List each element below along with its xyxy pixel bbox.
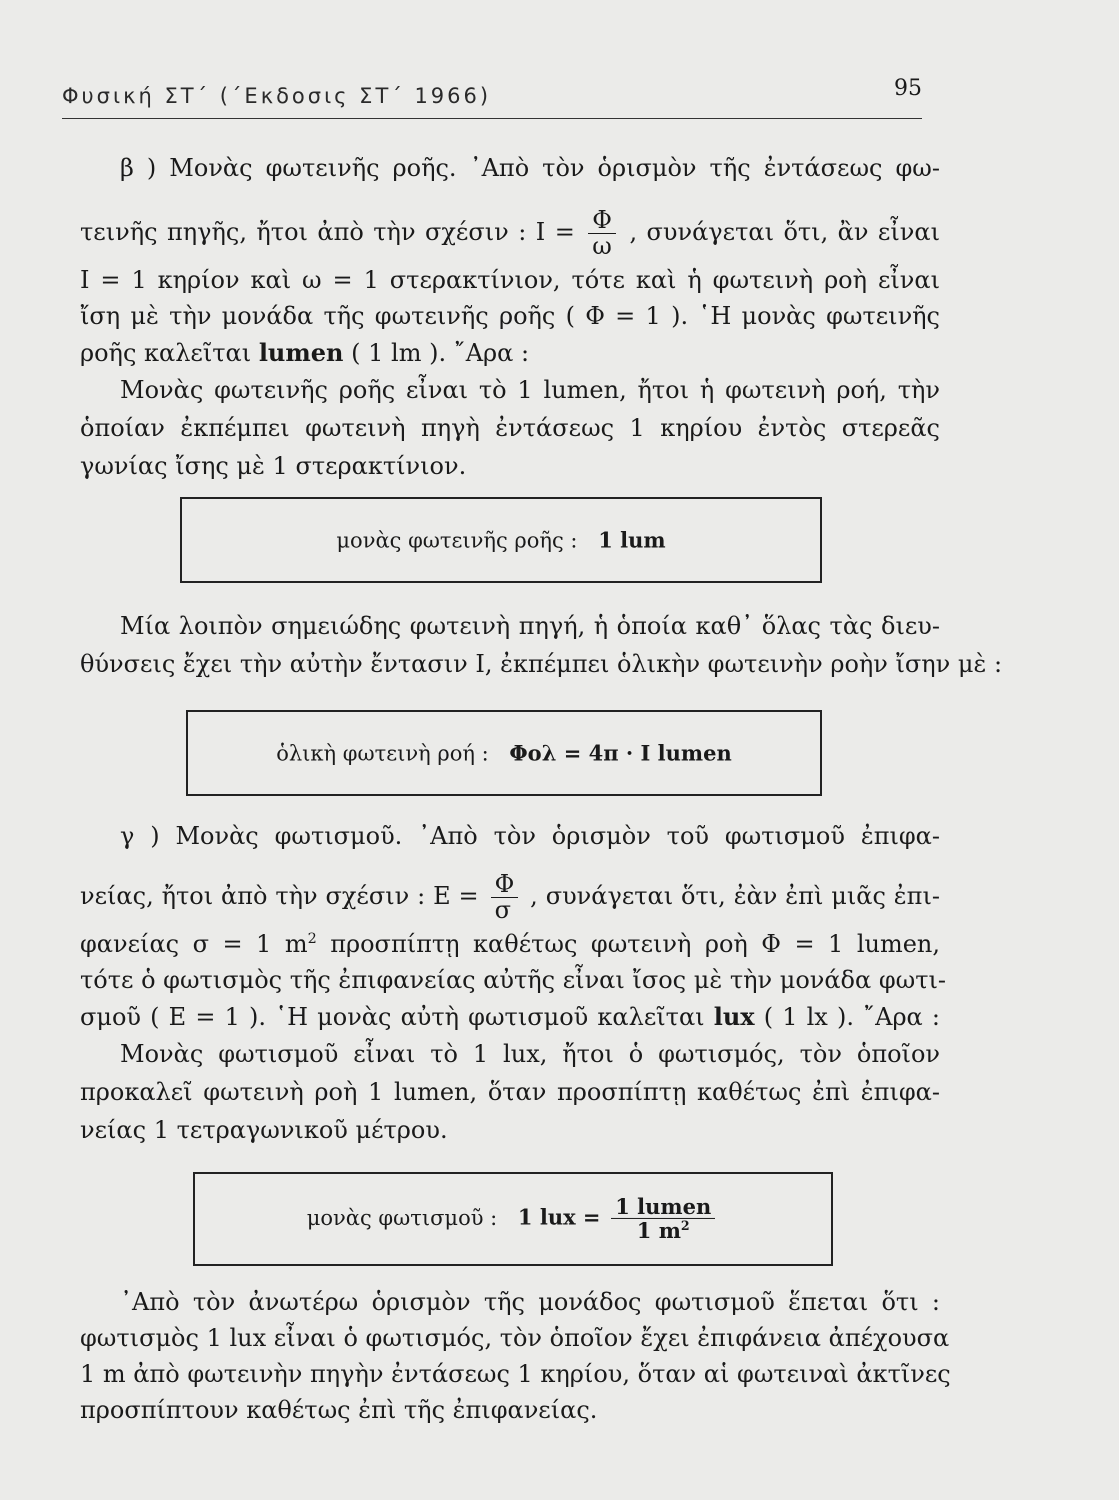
paragraph-line: τότε ὁ φωτισμὸς τῆς ἐπιφανείας αὐτῆς εἶναι ἴσος μὲ τὴν μονάδα φωτι- <box>80 966 947 994</box>
fraction-denominator: ω <box>588 233 616 259</box>
definition-line: νείας 1 τετραγωνικοῦ μέτρου. <box>80 1116 448 1144</box>
fraction <box>491 872 519 923</box>
text-segment: προσπίπτῃ καθέτως φωτεινὴ ροὴ Φ = 1 lumen, <box>316 930 940 958</box>
fraction <box>588 208 616 259</box>
definition-line: ὁποίαν ἐκπέμπει φωτεινὴ πηγὴ ἐντάσεως 1 κηρίου ἐντὸς στερεᾶς <box>80 414 940 442</box>
paragraph-line: προσπίπτουν καθέτως ἐπὶ τῆς ἐπιφανείας. <box>80 1396 598 1424</box>
text-segment: , συνάγεται ὅτι, ἂν εἶναι <box>629 218 940 247</box>
unit-term: lux <box>713 1002 755 1031</box>
den-base: 1 m <box>636 1218 681 1243</box>
fraction-denominator: σ <box>491 897 519 923</box>
page-number: 95 <box>894 76 922 101</box>
superscript: 2 <box>307 931 317 947</box>
text-segment: σμοῦ ( Ε = 1 ). ῾Η μονὰς αὐτὴ φωτισμοῦ καλεῖται <box>80 1003 705 1031</box>
definition-line: Μονὰς φωτισμοῦ εἶναι τὸ 1 lux, ἤτοι ὁ φωτισμός, τὸν ὁποῖον <box>120 1040 940 1068</box>
text-segment: φανείας σ = 1 m <box>80 930 308 958</box>
box-label: μονὰς φωτισμοῦ : <box>306 1205 498 1230</box>
text-segment: ( 1 lx ). ῎Αρα : <box>763 1003 940 1031</box>
paragraph-line: Ι = 1 κηρίον καὶ ω = 1 στερακτίνιον, τότε καὶ ἡ φωτεινὴ ροὴ εἶναι <box>80 266 940 294</box>
box-content <box>188 741 820 766</box>
text-segment: ( 1 lm ). ῎Αρα : <box>351 339 530 367</box>
box-value: 1 lum <box>598 527 666 553</box>
unit-term: lumen <box>258 338 344 367</box>
paragraph-line <box>80 930 940 958</box>
box-content <box>195 1193 831 1243</box>
paragraph-line-formula <box>80 872 940 923</box>
paragraph-line: φωτισμὸς 1 lux εἶναι ὁ φωτισμός, τὸν ὁποῖον ἔχει ἐπιφάνεια ἀπέχουσα <box>80 1324 950 1352</box>
box-content <box>182 528 820 553</box>
definition-line: προκαλεῖ φωτεινὴ ροὴ 1 lumen, ὅταν προσπίπτῃ καθέτως ἐπὶ ἐπιφα- <box>80 1078 940 1106</box>
paragraph-line: γ ) Μονὰς φωτισμοῦ. ᾿Απὸ τὸν ὁρισμὸν τοῦ φωτισμοῦ ἐπιφα- <box>120 822 940 850</box>
paragraph-line <box>80 338 529 367</box>
fraction-numerator: 1 lumen <box>615 1193 712 1219</box>
page-header <box>62 72 922 122</box>
text-segment: , συνάγεται ὅτι, ἐὰν ἐπὶ μιᾶς ἐπι- <box>530 882 940 911</box>
paragraph-line <box>80 1002 940 1031</box>
paragraph-line: 1 m ἀπὸ φωτεινὴν πηγὴν ἐντάσεως 1 κηρίου, ὅταν αἱ φωτειναὶ ἀκτῖνες <box>80 1360 951 1388</box>
definition-line: Μονὰς φωτεινῆς ροῆς εἶναι τὸ 1 lumen, ἤτοι ἡ φωτεινὴ ροή, τὴν <box>120 376 940 404</box>
definition-box-luminous-flux <box>180 497 822 583</box>
definition-line: γωνίας ἴσης μὲ 1 στερακτίνιον. <box>80 452 467 480</box>
running-title: Φυσική ΣΤ΄ (΄Εκδοσις ΣΤ΄ 1966) <box>62 84 492 108</box>
definition-box-illuminance <box>193 1172 833 1266</box>
unit-fraction <box>611 1193 715 1243</box>
paragraph-line-formula <box>80 208 940 259</box>
text-segment: τεινῆς πηγῆς, ἤτοι ἀπὸ τὴν σχέσιν : Ι = <box>80 218 575 247</box>
paragraph-line: θύνσεις ἔχει τὴν αὐτὴν ἔντασιν Ι, ἐκπέμπει ὁλικὴν φωτεινὴν ροὴν ἴσην μὲ : <box>80 650 1003 678</box>
text-segment: νείας, ἤτοι ἀπὸ τὴν σχέσιν : Ε = <box>80 882 479 911</box>
paragraph-line: ᾿Απὸ τὸν ἀνωτέρω ὁρισμὸν τῆς μονάδος φωτισμοῦ ἕπεται ὅτι : <box>120 1288 940 1316</box>
text-segment: ροῆς καλεῖται <box>80 339 252 367</box>
header-rule <box>62 118 922 119</box>
fraction-numerator: Φ <box>592 206 612 234</box>
fraction-numerator: Φ <box>494 870 515 898</box>
formula-box-total-flux <box>186 710 822 796</box>
box-value: Φολ = 4π · Ι lumen <box>509 740 732 766</box>
paragraph-line: Μία λοιπὸν σημειώδης φωτεινὴ πηγή, ἡ ὁποία καθ᾿ ὅλας τὰς διευ- <box>120 612 940 640</box>
paragraph-line: β ) Μονὰς φωτεινῆς ροῆς. ᾿Απὸ τὸν ὁρισμὸν τῆς ἐντάσεως φω- <box>120 154 940 182</box>
paragraph-line: ἴση μὲ τὴν μονάδα τῆς φωτεινῆς ροῆς ( Φ = 1 ). ῾Η μονὰς φωτεινῆς <box>80 302 940 330</box>
box-label: μονὰς φωτεινῆς ροῆς : <box>336 528 578 553</box>
fraction-denominator <box>611 1218 715 1242</box>
box-lhs: 1 lux = <box>517 1204 601 1230</box>
superscript: 2 <box>680 1218 690 1233</box>
box-label: ὁλικὴ φωτεινὴ ροή : <box>276 741 489 766</box>
